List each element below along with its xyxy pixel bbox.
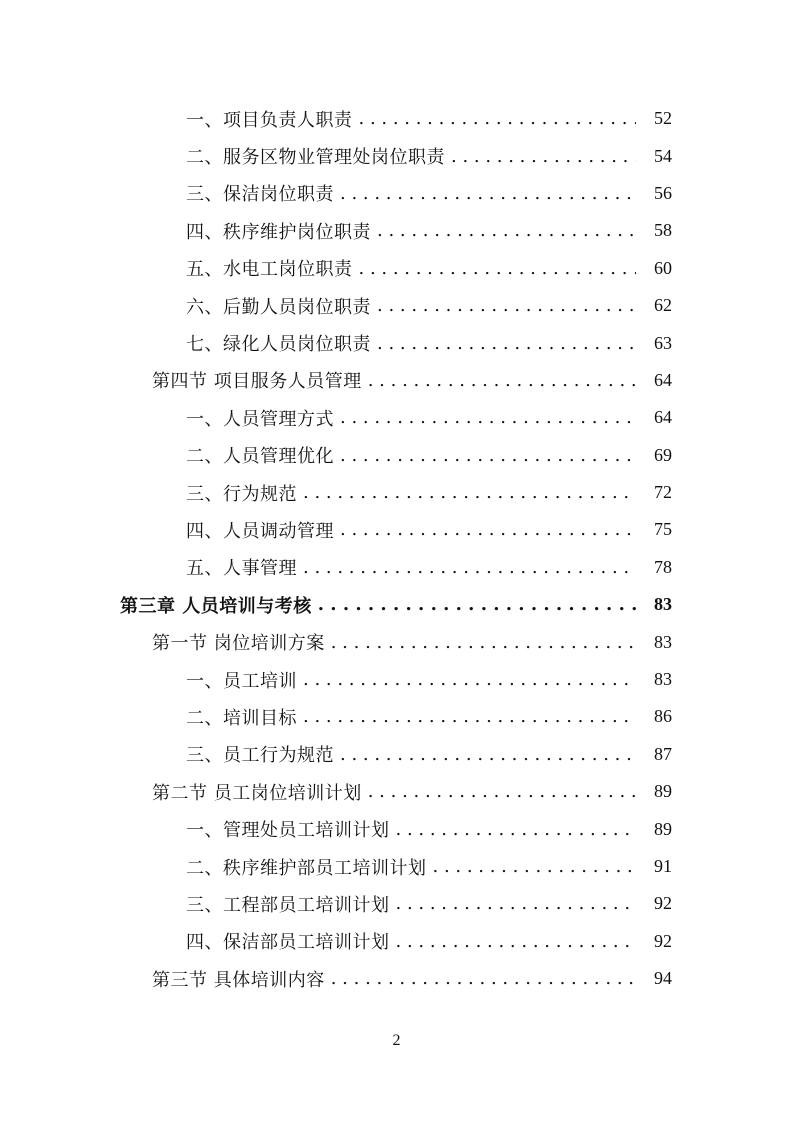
toc-entry-page: 89 [654, 781, 672, 802]
toc-entry-page: 58 [654, 220, 672, 241]
toc-entry-label: 第二节 员工岗位培训计划 [152, 782, 362, 804]
toc-section-entry[interactable] [0, 362, 793, 399]
toc-dot-leader [396, 931, 637, 952]
toc-dot-leader [368, 370, 636, 391]
toc-entry-label: 第三节 具体培训内容 [152, 969, 325, 991]
toc-dot-leader [303, 557, 636, 578]
toc-entry-label: 五、人事管理 [186, 558, 297, 580]
toc-entry-page: 94 [654, 968, 672, 989]
toc-entry[interactable] [0, 511, 793, 548]
toc-entry-label: 四、保洁部员工培训计划 [186, 932, 390, 954]
toc-dot-leader [359, 108, 637, 129]
toc-entry[interactable] [0, 287, 793, 324]
toc-dot-leader [396, 893, 637, 914]
toc-entry[interactable] [0, 810, 793, 847]
toc-entry-label: 一、项目负责人职责 [186, 109, 353, 131]
toc-entry[interactable] [0, 661, 793, 698]
toc-entry-label: 三、工程部员工培训计划 [186, 894, 390, 916]
toc-entry-page: 64 [654, 407, 672, 428]
toc-dot-leader [377, 220, 636, 241]
toc-entry-page: 63 [654, 332, 672, 353]
toc-entry[interactable] [0, 324, 793, 361]
toc-entry-page: 91 [654, 856, 672, 876]
toc-entry-page: 83 [654, 669, 672, 690]
toc-entry[interactable] [0, 885, 793, 922]
toc-dot-leader [396, 819, 637, 840]
toc-dot-leader [331, 632, 636, 653]
toc-dot-leader [340, 519, 636, 540]
toc-entry-label: 一、人员管理方式 [186, 408, 334, 430]
toc-entry-label: 第四节 项目服务人员管理 [152, 371, 362, 393]
page-number: 2 [392, 1032, 401, 1049]
toc-entry[interactable] [0, 175, 793, 212]
toc-entry-page: 75 [654, 519, 672, 540]
toc-entry-label: 四、秩序维护岗位职责 [186, 221, 371, 243]
toc-entry-page: 89 [654, 818, 672, 839]
toc-entry[interactable] [0, 399, 793, 436]
toc-entry[interactable] [0, 250, 793, 287]
toc-dot-leader [340, 744, 636, 765]
toc-entry-label: 五、水电工岗位职责 [186, 259, 353, 281]
toc-dot-leader [368, 781, 636, 802]
toc-entry[interactable] [0, 848, 793, 885]
toc-section-entry[interactable] [0, 623, 793, 660]
toc-entry-page: 72 [654, 482, 672, 503]
toc-entry-label: 第一节 岗位培训方案 [152, 633, 325, 655]
toc-entry[interactable] [0, 549, 793, 586]
toc-dot-leader [451, 146, 636, 167]
toc-entry-page: 86 [654, 706, 672, 727]
toc-entry[interactable] [0, 474, 793, 511]
toc-entry[interactable] [0, 923, 793, 960]
toc-entry[interactable] [0, 100, 793, 137]
toc-dot-leader [340, 183, 636, 204]
toc-entry-page: 62 [654, 295, 672, 316]
toc-entry-page: 78 [654, 556, 672, 577]
toc-entry[interactable] [0, 437, 793, 474]
toc-entry-label: 三、员工行为规范 [186, 745, 334, 767]
toc-section-entry[interactable] [0, 773, 793, 810]
table-of-contents [0, 100, 793, 997]
toc-dot-leader [340, 407, 636, 428]
toc-section-entry[interactable] [0, 960, 793, 997]
toc-entry-label: 二、人员管理优化 [186, 446, 334, 468]
toc-entry-label: 四、人员调动管理 [186, 520, 334, 542]
toc-entry-page: 87 [654, 743, 672, 764]
toc-entry[interactable] [0, 212, 793, 249]
toc-entry-label: 三、行为规范 [186, 483, 297, 505]
toc-dot-leader [359, 258, 637, 279]
toc-entry-label: 第三章 人员培训与考核 [120, 595, 312, 617]
toc-entry[interactable] [0, 137, 793, 174]
toc-entry-label: 七、绿化人员岗位职责 [186, 334, 371, 356]
toc-entry-label: 一、员工培训 [186, 670, 297, 692]
toc-entry-page: 83 [654, 594, 672, 615]
toc-dot-leader [340, 445, 636, 466]
toc-entry-label: 一、管理处员工培训计划 [186, 820, 390, 842]
toc-chapter-entry[interactable] [0, 586, 793, 623]
toc-entry-page: 60 [654, 257, 672, 278]
toc-entry[interactable] [0, 736, 793, 773]
toc-entry-page: 92 [654, 930, 672, 951]
toc-entry-page: 54 [654, 145, 672, 166]
toc-entry-page: 69 [654, 444, 672, 465]
toc-dot-leader [377, 295, 636, 316]
toc-entry-label: 六、后勤人员岗位职责 [186, 296, 371, 318]
toc-entry-label: 二、服务区物业管理处岗位职责 [186, 147, 445, 169]
toc-entry-page: 52 [654, 108, 672, 129]
toc-entry-page: 83 [654, 631, 672, 652]
toc-entry[interactable] [0, 698, 793, 735]
toc-dot-leader [303, 706, 636, 727]
toc-dot-leader [318, 594, 636, 615]
toc-dot-leader [377, 333, 636, 354]
toc-dot-leader [433, 856, 637, 877]
toc-entry-label: 三、保洁岗位职责 [186, 184, 334, 206]
toc-entry-page: 56 [654, 182, 672, 203]
toc-dot-leader [303, 669, 636, 690]
toc-entry-label: 二、培训目标 [186, 707, 297, 729]
toc-entry-label: 二、秩序维护部员工培训计划 [186, 857, 427, 879]
toc-entry-page: 92 [654, 893, 672, 914]
toc-entry-page: 64 [654, 369, 672, 390]
toc-dot-leader [303, 482, 636, 503]
toc-dot-leader [331, 968, 636, 989]
